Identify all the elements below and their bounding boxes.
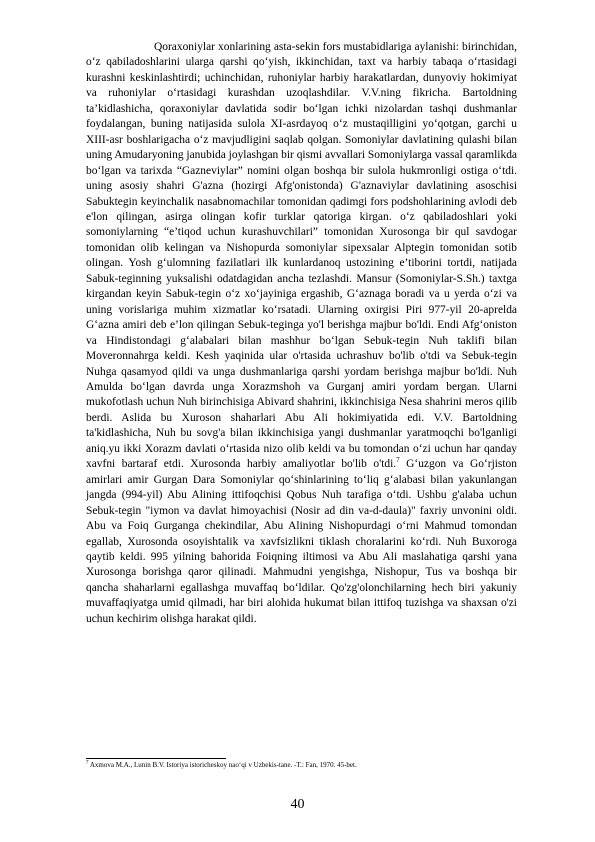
footnote-text: Axmova M.A., Lunin B.V. Istoriya istoricheskoy nao‘qi v Uzbekis-tane. -T.: Fan, 1970. 45-bet.: [88, 761, 357, 769]
body-paragraph: [86, 40, 517, 627]
footnote-separator: [86, 758, 226, 759]
paragraph-text-part-2: G‘uzgon va Go‘rjiston amirlari amir Gurgan Dara Somoniylar qo‘shinlarining to‘liq g‘alabasi bilan yakunlangan jangda (994-yil) Abu Alining ittifoqchisi Qobus Nuh tarafiga o‘tdi. Ushbu g'alaba uchun Sebuk-tegin "iymon va davlat himoyachisi (Nosir ad din va-d-daula)" faxriy unvonini oldi. Abu va Foiq Gurganga chekindilar, Abu Alining Nishopurdagi o‘rni Mahmud tomondan egallab, Xurosonda osoyishtalik va xavfsizlikni tiklash choralarini ko‘rdi. Nuh Buxoroga qaytib keldi. 995 yilning bahorida Foiqning iltimosi va Abu Ali maslahatiga qarshi yana Xurosonga borishga qaror qilinadi. Mahmudni yengishga, Nishopur, Tus va boshqa bir qancha shaharlarni egallashga muvaffaq bo‘ldilar. Qo'zg'olonchilarning hech biri yakuniy muvaffaqiyatga umid qilmadi, har biri alohida hukumat bilan ittifoq tuzishga va shaxsan o'zi uchun kechirim olishga harakat qildi.: [86, 458, 517, 625]
footnote: [86, 761, 517, 770]
page-number: 40: [290, 797, 305, 812]
footnote-reference: 7: [396, 456, 400, 465]
paragraph-text-part-1: Qoraxoniylar xonlarining asta-sekin fors mustabidlariga aylanishi: birinchidan, o‘z qabiladoshlarini ularga qarshi qo‘yish, ikkinchidan, taxt va harbiy tabaqa o‘rtasidagi kurashni keskinlashtirdi; uchinchidan, ruhoniylar harbiy harakatlardan, dunyoviy hokimiyat va ruhoniylar o‘rtasidagi kurashdan uzoqlashdilar. V.V.ning fikricha. Bartoldning ta’kidlashicha, qoraxoniylar davlatida sodir bo‘lgan ichki nizolardan tashqi dushmanlar foydalangan, buning natijasida sulola XI-asrdayoq o‘z mustaqilligini yo‘qotgan, garchi u XIII-asr boshlarigacha o‘z mavjudligini saqlab qolgan. Somoniylar davlatining qulashi bilan uning Amudaryoning janubida joylashgan bir qismi avvallari Somoniylarga vassal qaramlikda bo‘lgan va tarixda “Gazneviylar” nomini olgan boshqa bir sulola hukmronligi ostiga o‘tdi. uning asosiy shahri G'azna (hozirgi Afg'onistonda) G'aznaviylar davlatining asoschisi Sabuktegin keyinchalik nasabnomachilar tomonidan qadimgi fors podshohlarining avlodi deb e'lon qilingan, asirga olingan kofir turklar qatoriga kirgan. o‘z qabiladoshlari yoki somoniylarning “e’tiqod uchun kurashuvchilari” tomonidan Xurosonga bir qul savdogar tomonidan olib kelingan va Nishopurda somoniylar sipexsalar Alptegin tomonidan sotib olingan. Yosh g‘ulomning fazilatlari ilk kunlardanoq ustozining e’tiborini tortdi, natijada Sabuk-teginning yuksalishi odatdagidan ancha tezlashdi. Mansur (Somoniylar-S.Sh.) taxtga kirgandan keyin Sabuk-tegin o‘z xo‘jayiniga ergashib, G‘aznaga boradi va u yerda o‘zi va uning vorislariga muhim xizmatlar ko‘rsatadi. Ularning oxirgisi Piri 977-yil 20-aprelda G‘azna amiri deb e’lon qilingan Sebuk-teginga yo'l berishga majbur bo'ldi. Endi Afg‘oniston va Hindistondagi g‘alabalari bilan mashhur bo‘lgan Sebuk-tegin Nuh taklifi bilan Moveronnahrga keldi. Kesh yaqinida ular o'rtasida uchrashuv bo'lib o'tdi va Sebuk-tegin Nuhga qasamyod qildi va unga dushmanlariga qarshi yordam berishga majbur bo'ldi. Nuh Amulda bo‘lgan davrda unga Xorazmshoh va Gurganj amiri yordam bergan. Ularni mukofotlash uchun Nuh birinchisiga Abivard shahrini, ikkinchisiga Nesa shahrini meros qilib berdi. Aslida bu Xuroson shaharlari Abu Ali hokimiyatida edi. V.V. Bartoldning ta'kidlashicha, Nuh bu sovg'a bilan ikkinchisiga yangi dushmanlar yaratmoqchi bo'lganligi aniq.yu ikki Xorazm davlati o‘rtasida nizo olib keldi va bu tomondan o‘zi uchun har qanday xavfni bartaraf etdi. Xurosonda harbiy amaliyotlar bo'lib o'tdi.: [86, 41, 517, 471]
footnote-number: 7: [86, 760, 89, 766]
